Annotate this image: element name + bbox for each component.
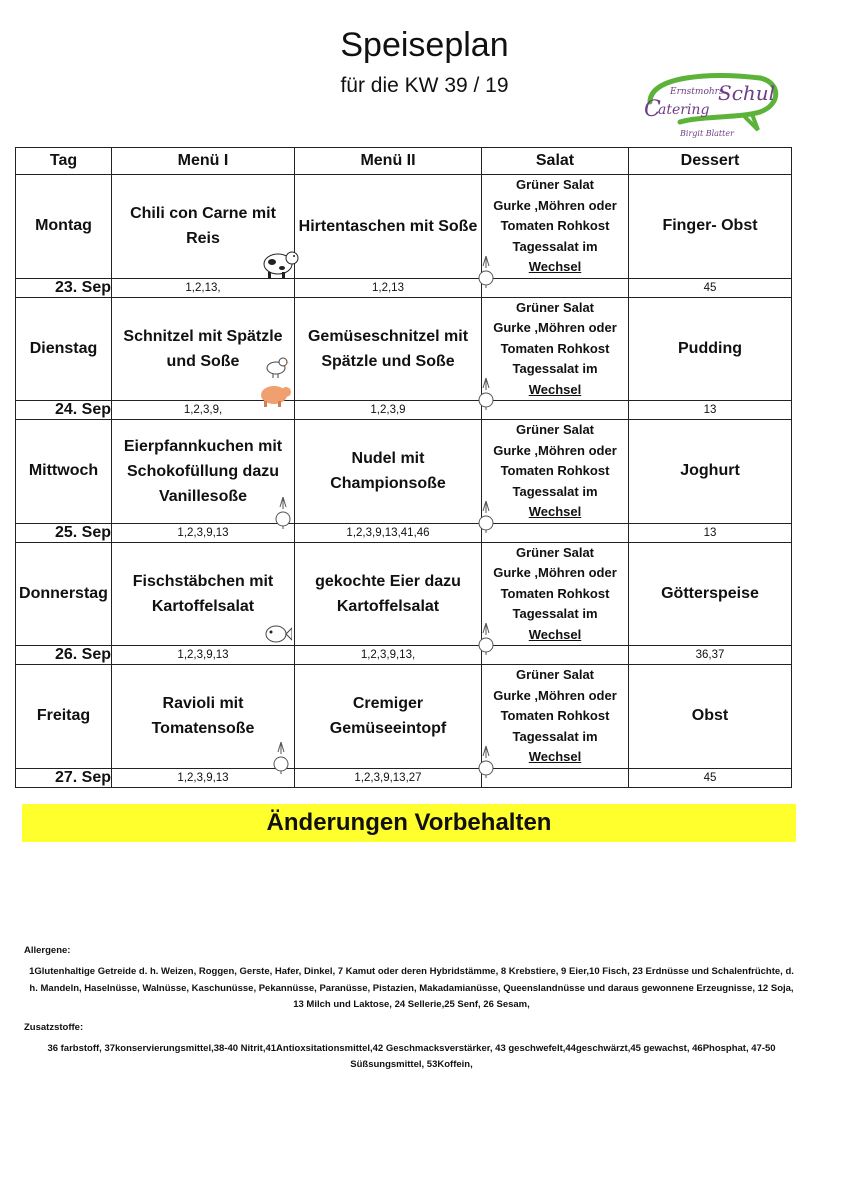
menu1-dish <box>112 420 295 524</box>
logo-prefix: C <box>644 97 661 122</box>
menu1-dish <box>112 297 295 401</box>
menu2-allergen-codes: 1,2,3,9,13,27 <box>295 768 482 787</box>
logo-line3: Birgit Blatter <box>680 129 734 138</box>
menu2-text: Hirtentaschen mit Soße <box>298 217 478 235</box>
day-date: 26. Sep <box>16 646 112 665</box>
dessert-allergen-codes: 45 <box>629 278 792 297</box>
table-row <box>16 278 792 297</box>
page-title: Speiseplan <box>340 26 509 64</box>
day-name: Montag <box>16 175 112 279</box>
salad-cell <box>482 420 629 524</box>
salad-line: Tomaten Rohkost <box>500 708 610 723</box>
salad-line: Tomaten Rohkost <box>500 463 610 478</box>
header-dessert: Dessert <box>629 148 792 175</box>
menu1-text: Schnitzel mit Spätzle und Soße <box>123 327 283 370</box>
menu-table <box>15 147 792 788</box>
menu2-allergen-codes: 1,2,13 <box>295 278 482 297</box>
table-row <box>16 768 792 787</box>
menu1-dish <box>112 665 295 769</box>
dessert-allergen-codes: 45 <box>629 768 792 787</box>
day-name: Donnerstag <box>16 542 112 646</box>
day-name: Mittwoch <box>16 420 112 524</box>
table-row <box>16 523 792 542</box>
salad-line: Tagessalat im <box>512 238 598 254</box>
logo-word2: atering <box>658 102 710 118</box>
page-subtitle: für die KW 39 / 19 <box>340 74 509 97</box>
salad-line: Gurke ,Möhren oder <box>493 320 617 335</box>
salad-line: Wechsel <box>528 504 582 519</box>
salad-line: Gurke ,Möhren oder <box>493 197 617 213</box>
radish-icon <box>477 621 495 663</box>
salad-line: Gurke ,Möhren oder <box>493 442 617 458</box>
salad-line: Gurke ,Möhren oder <box>493 687 617 703</box>
salad-line: Gurke ,Möhren oder <box>493 565 617 580</box>
menu1-text: Chili con Carne mit Reis <box>130 205 276 248</box>
logo-line1: Ernstmohrs <box>670 87 724 97</box>
menu1-dish <box>112 542 295 646</box>
day-date: 24. Sep <box>16 401 112 420</box>
salad-line: Tagessalat im <box>512 483 598 499</box>
salad-line: Wechsel <box>528 381 582 397</box>
allergens-label: Allergene: <box>24 945 71 956</box>
additives-text: 36 farbstoff, 37konservierungsmittel,38-40 Nitrit,41Antioxsitationsmittel,42 Geschmacksverstärker, 43 geschwefelt,44geschwärzt,45 gewachst, 46Phosphat, 47-50 Süßsungsmittel, 53Koffein, <box>47 1042 776 1070</box>
salad-line: Grüner Salat <box>515 422 595 437</box>
table-row <box>16 665 792 769</box>
menu1-allergen-codes: 1,2,3,9, <box>112 401 295 420</box>
salad-line: Tagessalat im <box>512 606 598 621</box>
fish-icon <box>262 621 292 655</box>
dessert-cell: Pudding <box>629 297 792 401</box>
table-row <box>16 175 792 279</box>
menu2-allergen-codes: 1,2,3,9,13,41,46 <box>295 523 482 542</box>
pig-icon <box>258 382 292 416</box>
dessert-allergen-codes: 13 <box>629 401 792 420</box>
day-date: 23. Sep <box>16 278 112 297</box>
table-row <box>16 420 792 524</box>
salad-line: Grüner Salat <box>515 667 595 682</box>
salad-line: Tomaten Rohkost <box>500 218 610 233</box>
salad-line: Tomaten Rohkost <box>500 340 610 356</box>
menu1-allergen-codes: 1,2,13, <box>112 278 295 297</box>
salad-line: Tagessalat im <box>512 728 598 744</box>
catering-logo <box>640 64 780 144</box>
menu2-allergen-codes: 1,2,3,9,13, <box>295 646 482 665</box>
salad-cell <box>482 542 629 646</box>
radish-icon <box>274 495 292 537</box>
menu2-text: Gemüseschnitzel mit Spätzle und Soße <box>307 327 469 370</box>
radish-icon <box>477 499 495 541</box>
table-row <box>16 401 792 420</box>
day-name: Dienstag <box>16 297 112 401</box>
menu2-dish <box>295 175 482 279</box>
allergens-text: 1Glutenhaltige Getreide d. h. Weizen, Roggen, Gerste, Hafer, Dinkel, 7 Kamut oder deren Hybridstämme, 8 Krebstiere, 9 Eier,10 Fisch, 23 Erdnüsse und Schalenfrüchte, d. h. Mandeln, Haselnüsse, Walnüsse, Kaschunüsse, Pekannüsse, Paranüsse, Pistazien, Makadamianüsse, Queenslandnüsse und daraus gewonnene Erzeugnisse, 12 Soja, 13 Milch und Laktose, 24 Sellerie,25 Senf, 26 Sesam, <box>29 966 794 1010</box>
menu2-text: gekochte Eier dazu Kartoffelsalat <box>315 572 461 615</box>
dessert-cell: Joghurt <box>629 420 792 524</box>
additives-label: Zusatzstoffe: <box>24 1021 84 1033</box>
menu2-allergen-codes: 1,2,3,9 <box>295 401 482 420</box>
radish-icon <box>272 740 290 782</box>
changes-reserved-banner: Änderungen Vorbehalten <box>22 804 796 842</box>
dessert-allergen-codes: 13 <box>629 523 792 542</box>
logo-word1: Schul <box>718 81 776 105</box>
dessert-allergen-codes: 36,37 <box>629 646 792 665</box>
salad-line: Grüner Salat <box>515 299 595 315</box>
header-salat: Salat <box>482 148 629 175</box>
salad-line: Wechsel <box>528 626 582 642</box>
header-menu2: Menü II <box>295 148 482 175</box>
legend-notes <box>24 945 799 1082</box>
table-row <box>16 542 792 646</box>
table-row <box>16 646 792 665</box>
dessert-cell: Götterspeise <box>629 542 792 646</box>
salad-allergen-codes <box>482 646 629 665</box>
menu2-dish <box>295 665 482 769</box>
salad-line: Tomaten Rohkost <box>500 585 610 601</box>
salad-cell <box>482 297 629 401</box>
menu2-dish <box>295 297 482 401</box>
salad-cell <box>482 665 629 769</box>
radish-icon <box>477 254 495 296</box>
day-date: 25. Sep <box>16 523 112 542</box>
salad-line: Grüner Salat <box>515 177 595 192</box>
salad-line: Wechsel <box>528 749 582 764</box>
table-header-row <box>16 148 792 175</box>
menu1-allergen-codes: 1,2,3,9,13 <box>112 523 295 542</box>
menu1-text: Eierpfannkuchen mit Schokofüllung dazu Vanillesoße <box>123 437 283 505</box>
menu2-dish <box>295 420 482 524</box>
salad-cell <box>482 175 629 279</box>
radish-icon <box>477 376 495 418</box>
menu2-dish <box>295 542 482 646</box>
header-menu1: Menü I <box>112 148 295 175</box>
salad-line: Grüner Salat <box>515 544 595 560</box>
salad-line: Wechsel <box>528 259 582 274</box>
salad-allergen-codes <box>482 278 629 297</box>
menu1-text: Ravioli mit Tomatensoße <box>151 695 255 738</box>
salad-allergen-codes <box>482 523 629 542</box>
menu1-dish <box>112 175 295 279</box>
dessert-cell: Finger- Obst <box>629 175 792 279</box>
radish-icon <box>477 744 495 786</box>
menu1-allergen-codes: 1,2,3,9,13 <box>112 646 295 665</box>
salad-allergen-codes <box>482 768 629 787</box>
day-name: Freitag <box>16 665 112 769</box>
day-date: 27. Sep <box>16 768 112 787</box>
header-tag: Tag <box>16 148 112 175</box>
dessert-cell: Obst <box>629 665 792 769</box>
salad-allergen-codes <box>482 401 629 420</box>
menu2-text: Nudel mit Championsoße <box>330 450 446 493</box>
menu1-text: Fischstäbchen mit Kartoffelsalat <box>132 572 274 615</box>
menu1-allergen-codes: 1,2,3,9,13 <box>112 768 295 787</box>
table-row <box>16 297 792 401</box>
menu2-text: Cremiger Gemüseeintopf <box>329 695 447 738</box>
salad-line: Tagessalat im <box>512 361 598 376</box>
